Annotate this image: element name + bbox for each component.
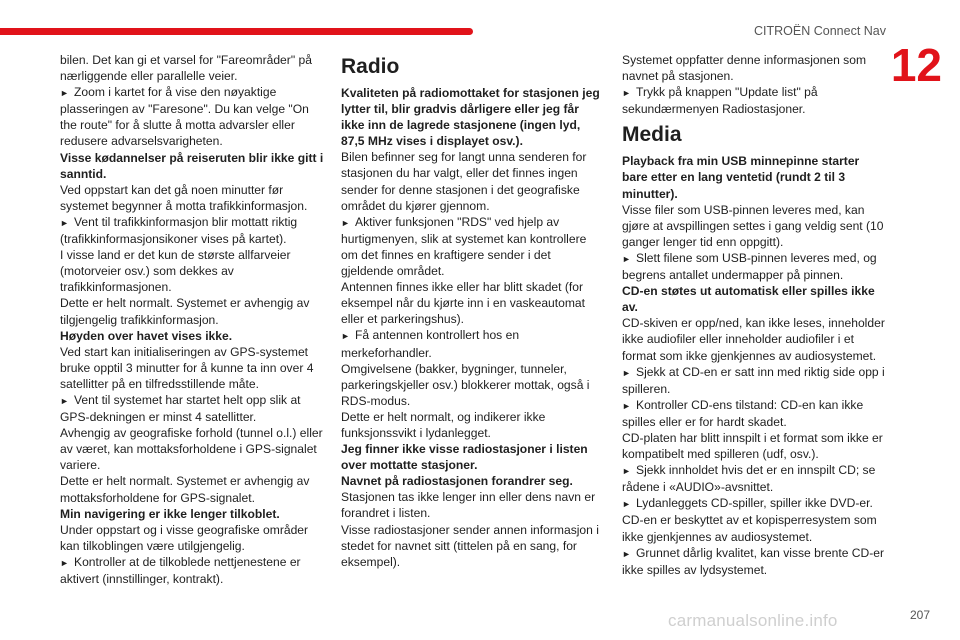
action-item (341, 327, 603, 360)
body-paragraph: Dette er helt normalt. Systemet er avhengig av tilgjengelig trafikkinformasjon. (60, 296, 310, 327)
problem-heading: Visse kødannelser på reiseruten blir ikke gitt i sanntid. (60, 150, 324, 181)
arrow-bullet-icon: ► (622, 367, 631, 378)
column-right (622, 52, 888, 578)
action-text: Kontroller at de tilkoblede nettjenestene er aktivert (innstillinger, kontrakt). (60, 554, 301, 586)
action-text: Slett filene som USB-pinnen leveres med, og begrens antallet undermapper på pinnen. (622, 250, 877, 283)
body-paragraph: Ved start kan initialiseringen av GPS-systemet bruke opptil 3 minutter for å kunne ta inn over 4 satellitter på en tilfredsstillende måte. (60, 344, 314, 391)
action-item (622, 545, 888, 578)
problem-heading: Kvaliteten på radiomottaket for stasjonen jeg lytter til, blir gradvis dårligere eller jeg får ikke inn de lagrede stasjonene (ingen lyd, 87,5 MHz vises i displayet osv.). (341, 86, 600, 149)
arrow-bullet-icon: ► (341, 331, 350, 342)
action-text: Få antennen kontrollert hos en merkeforhandler. (341, 328, 520, 360)
running-title: CITROËN Connect Nav (754, 24, 886, 38)
action-text: Zoom i kartet for å vise den nøyaktige plasseringen av "Faresone". Du kan velge "On the route" for å slutte å motta advarsler eller redusere advarselsvarigheten. (60, 85, 309, 149)
action-text: Kontroller CD-ens tilstand: CD-en kan ikke spilles eller er for hardt skadet. (622, 397, 864, 429)
body-paragraph: Systemet oppfatter denne informasjonen som navnet på stasjonen. (622, 53, 867, 84)
action-text: Trykk på knappen "Update list" på sekundærmenyen Radiostasjoner. (622, 85, 818, 117)
action-text: Grunnet dårlig kvalitet, kan visse brente CD-er ikke spilles av lydsystemet. (622, 545, 885, 577)
problem-heading: Jeg finner ikke visse radiostasjoner i listen over mottatte stasjoner. (341, 442, 588, 473)
section-heading: Media (622, 123, 682, 147)
arrow-bullet-icon: ► (622, 400, 631, 411)
body-paragraph: Dette er helt normalt. Systemet er avhengig av mottaksforholdene for GPS-signalet. (60, 474, 310, 505)
body-paragraph: Omgivelsene (bakker, bygninger, tunneler, parkeringskjeller osv.) blokkerer mottak, også i RDS-modus. (341, 361, 590, 408)
problem-heading: CD-en støtes ut automatisk eller spilles ikke av. (622, 284, 875, 315)
header-red-bar (0, 28, 473, 35)
body-paragraph: Dette er helt normalt, og indikerer ikke funksjonssvikt i lydanlegget. (341, 409, 546, 440)
body-paragraph: CD-skiven er opp/ned, kan ikke leses, inneholder ikke audiofiler eller inneholder audiofiler i et format som ikke gjenkjennes av audiosystemet. (622, 316, 885, 363)
body-paragraph: Under oppstart og i visse geografiske områder kan tilkoblingen være utilgjengelig. (60, 522, 309, 553)
column-left (60, 52, 325, 587)
action-item (622, 250, 888, 283)
column-middle (341, 52, 603, 570)
body-paragraph: Antennen finnes ikke eller har blitt skadet (for eksempel når du kjørte inn i en vaskeautomat eller et parkeringshus). (341, 280, 586, 327)
arrow-bullet-icon: ► (341, 217, 350, 228)
arrow-bullet-icon: ► (60, 88, 69, 99)
problem-heading: Min navigering er ikke lenger tilkoblet. (60, 506, 280, 521)
arrow-bullet-icon: ► (60, 557, 69, 568)
arrow-bullet-icon: ► (60, 395, 69, 406)
body-paragraph: Ved oppstart kan det gå noen minutter før systemet begynner å motta trafikkinformasjon. (60, 182, 308, 213)
action-item (60, 84, 325, 149)
arrow-bullet-icon: ► (622, 548, 631, 559)
body-paragraph: Bilen befinner seg for langt unna senderen for stasjonen du har valgt, eller det finnes ingen sender for denne stasjonen i det geografiske området du kjører gjennom. (341, 150, 587, 213)
action-text: Sjekk innholdet hvis det er en innspilt CD; se rådene i «AUDIO»-avsnittet. (622, 463, 876, 495)
action-item (622, 397, 888, 430)
action-item (622, 364, 888, 397)
body-paragraph: CD-en er beskyttet av et kopisperresystem som ikke gjenkjennes av audiosystemet. (622, 513, 877, 544)
action-text: Lydanleggets CD-spiller, spiller ikke DVD-er. (636, 496, 873, 511)
watermark: carmanualsonline.info (668, 611, 838, 630)
action-item (622, 462, 888, 495)
action-item (60, 392, 325, 425)
arrow-bullet-icon: ► (622, 499, 631, 510)
arrow-bullet-icon: ► (622, 466, 631, 477)
section-heading: Radio (341, 55, 400, 78)
body-paragraph: CD-platen har blitt innspilt i et format som ikke er kompatibelt med spilleren (udf, osv.). (622, 430, 883, 462)
problem-heading: Navnet på radiostasjonen forandrer seg. (341, 474, 573, 489)
body-paragraph: bilen. Det kan gi et varsel for "Fareområder" på nærliggende eller parallelle veier. (60, 53, 312, 84)
action-text: Aktiver funksjonen "RDS" ved hjelp av hurtigmenyen, slik at systemet kan kontrollere om det finnes en kraftigere sender i det gjeldende området. (341, 214, 587, 279)
arrow-bullet-icon: ► (60, 217, 69, 228)
body-paragraph: I visse land er det kun de største allfarveier (motorveier osv.) som dekkes av trafikkinformasjonen. (60, 248, 291, 295)
action-item (60, 554, 325, 587)
problem-heading: Høyden over havet vises ikke. (60, 328, 233, 343)
action-item (341, 214, 603, 279)
action-text: Sjekk at CD-en er satt inn med riktig side opp i spilleren. (622, 364, 885, 396)
body-paragraph: Avhengig av geografiske forhold (tunnel o.l.) eller av været, kan mottaksforholdene i GPS-signalet variere. (60, 426, 323, 473)
arrow-bullet-icon: ► (622, 88, 631, 99)
page-number: 207 (909, 608, 930, 622)
body-paragraph: Visse radiostasjoner sender annen informasjon i stedet for navnet sitt (tittelen på en sang, for eksempel). (341, 522, 599, 569)
arrow-bullet-icon: ► (622, 253, 631, 264)
chapter-number: 12 (890, 39, 942, 91)
action-item (622, 84, 888, 117)
body-paragraph: Visse filer som USB-pinnen leveres med, kan gjøre at avspillingen settes i gang veldig sent (10 ganger lenger tid enn oppgitt). (622, 202, 884, 249)
action-text: Vent til systemet har startet helt opp slik at GPS-dekningen er minst 4 satellitter. (60, 392, 301, 425)
action-item (60, 214, 325, 247)
problem-heading: Playback fra min USB minnepinne starter bare etter en lang ventetid (rundt 2 til 3 minutter). (622, 154, 860, 201)
action-text: Vent til trafikkinformasjon blir mottatt riktig (trafikkinformasjonsikoner vises på kartet). (60, 214, 298, 247)
body-paragraph: Stasjonen tas ikke lenger inn eller dens navn er forandret i listen. (341, 490, 596, 521)
action-item (622, 495, 888, 512)
